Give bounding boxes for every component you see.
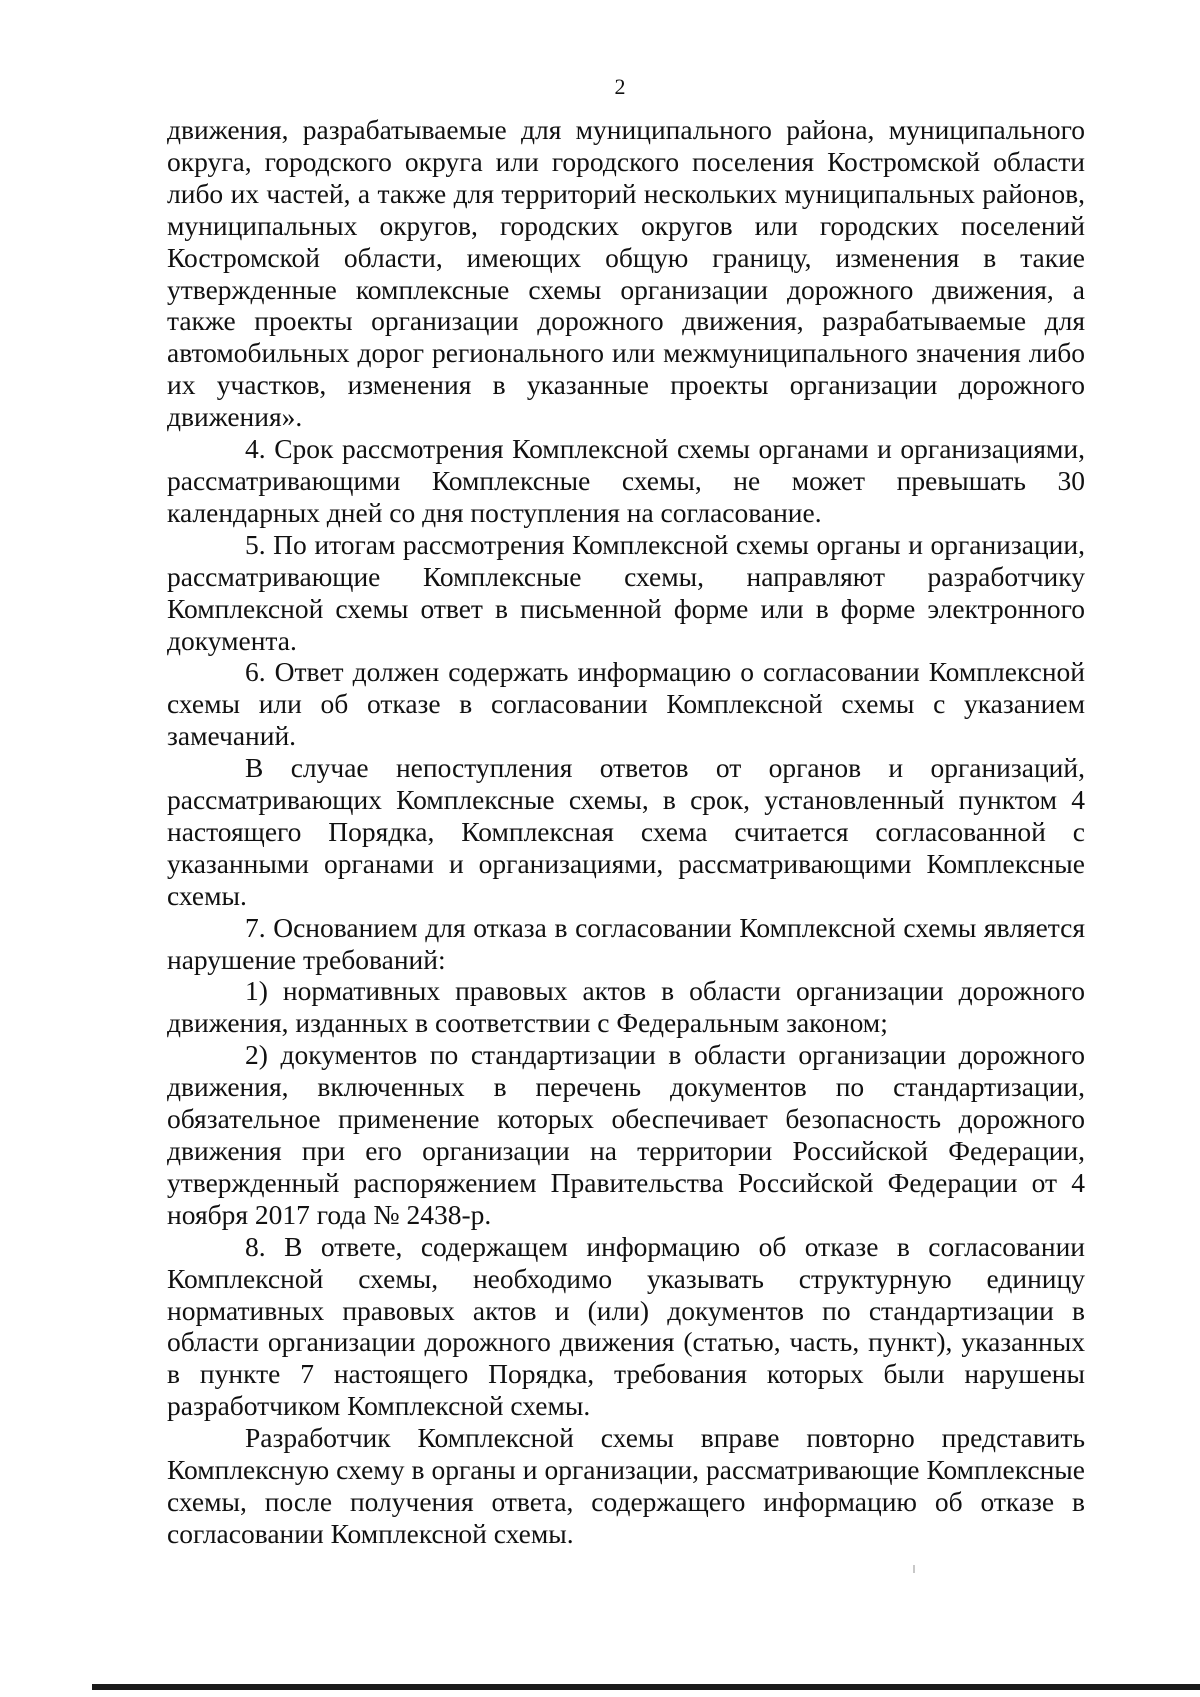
scan-bottom-edge (92, 1684, 1200, 1690)
paragraph-item-7: 7. Основанием для отказа в согласовании Комплексной схемы является нарушение требований: (167, 911, 1085, 975)
paragraph-item-7-sub-2: 2) документов по стандартизации в области организации дорожного движения, включенных в перечень документов по стандартизации, обязательное применение которых обеспечивает безопасность дорожного движения при его организации на территории Российской Федерации, утвержденный распоряжением Правительства Российской Федерации от 4 ноября 2017 года № 2438-р. (167, 1039, 1085, 1230)
paragraph-item-6: 6. Ответ должен содержать информацию о согласовании Комплексной схемы или об отказе в согласовании Комплексной схемы с указанием замечаний. (167, 656, 1085, 752)
document-body (167, 114, 1085, 1550)
page-number: 2 (614, 74, 626, 99)
paragraph-item-4: 4. Срок рассмотрения Комплексной схемы органами и организациями, рассматривающими Комплексные схемы, не может превышать 30 календарных дней со дня поступления на согласование. (167, 433, 1085, 528)
scan-speck (913, 1565, 915, 1573)
paragraph-item-6-note: В случае непоступления ответов от органов и организаций, рассматривающих Комплексные схемы, в срок, установленный пунктом 4 настоящего Порядка, Комплексная схема считается согласованной с указанными органами и организациями, рассматривающими Комплексные схемы. (167, 752, 1085, 911)
paragraph-continuation: движения, разрабатываемые для муниципального района, муниципального округа, городского округа или городского поселения Костромской области либо их частей, а также для территорий нескольких муниципальных районов, муниципальных округов, городских округов или городских поселений Костромской области, имеющих общую границу, изменения в такие утвержденные комплексные схемы организации дорожного движения, а также проекты организации дорожного движения, разрабатываемые для автомобильных дорог регионального или межмуниципального значения либо их участков, изменения в указанные проекты организации дорожного движения». (167, 114, 1085, 433)
paragraph-item-8: 8. В ответе, содержащем информацию об отказе в согласовании Комплексной схемы, необходимо указывать структурную единицу нормативных правовых актов и (или) документов по стандартизации в области организации дорожного движения (статью, часть, пункт), указанных в пункте 7 настоящего Порядка, требования которых были нарушены разработчиком Комплексной схемы. (167, 1230, 1085, 1422)
paragraph-item-5: 5. По итогам рассмотрения Комплексной схемы органы и организации, рассматривающие Комплексные схемы, направляют разработчику Комплексной схемы ответ в письменной форме или в форме электронного документа. (167, 528, 1085, 656)
paragraph-item-7-sub-1: 1) нормативных правовых актов в области организации дорожного движения, изданных в соответствии с Федеральным законом; (167, 975, 1085, 1039)
paragraph-item-8-note: Разработчик Комплексной схемы вправе повторно представить Комплексную схему в органы и организации, рассматривающие Комплексные схемы, после получения ответа, содержащего информацию об отказе в согласовании Комплексной схемы. (167, 1422, 1085, 1549)
